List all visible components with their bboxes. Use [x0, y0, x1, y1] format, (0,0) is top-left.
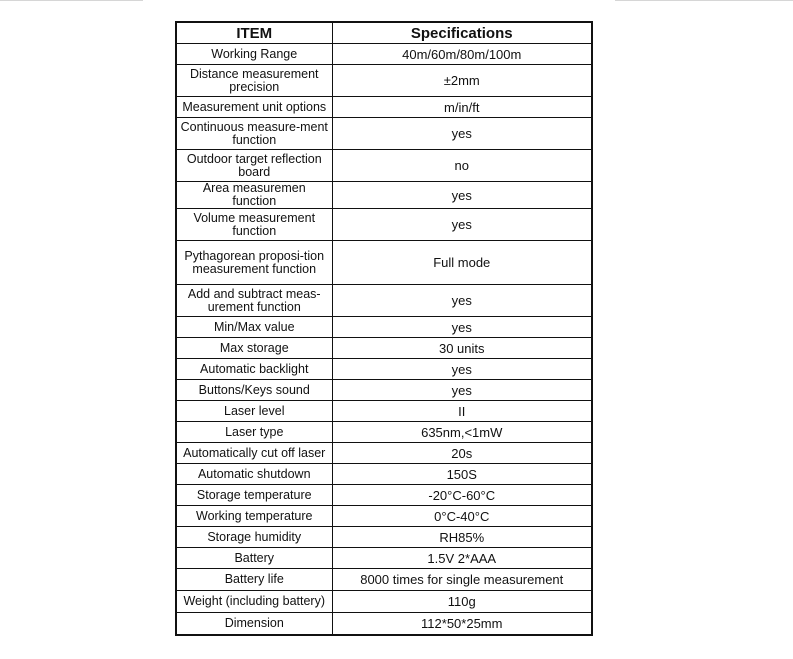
row-value: no — [332, 150, 592, 182]
table-row — [176, 209, 592, 241]
table-row — [176, 506, 592, 527]
row-value: 0°C-40°C — [332, 506, 592, 527]
table-row — [176, 241, 592, 285]
table-row — [176, 317, 592, 338]
row-value: 112*50*25mm — [332, 613, 592, 635]
row-value: yes — [332, 285, 592, 317]
row-item: Automatic shutdown — [176, 464, 332, 485]
table-row — [176, 591, 592, 613]
row-value: Full mode — [332, 241, 592, 285]
row-item: Laser level — [176, 401, 332, 422]
row-value: yes — [332, 380, 592, 401]
row-item: Pythagorean proposi-tion measurement function — [176, 241, 332, 285]
row-value: ±2mm — [332, 65, 592, 97]
row-item: Min/Max value — [176, 317, 332, 338]
row-item: Battery life — [176, 569, 332, 591]
specifications-table — [175, 21, 593, 636]
row-item: Add and subtract meas-urement function — [176, 285, 332, 317]
row-value: 1.5V 2*AAA — [332, 548, 592, 569]
row-item: Working temperature — [176, 506, 332, 527]
row-item: Dimension — [176, 613, 332, 635]
header-specifications: Specifications — [332, 22, 592, 44]
table-row — [176, 97, 592, 118]
header-item: ITEM — [176, 22, 332, 44]
top-divider-right — [615, 0, 793, 1]
row-item: Laser type — [176, 422, 332, 443]
table-row — [176, 485, 592, 506]
table-row — [176, 285, 592, 317]
table-row — [176, 569, 592, 591]
row-value: -20°C-60°C — [332, 485, 592, 506]
row-item: Storage temperature — [176, 485, 332, 506]
table-row — [176, 401, 592, 422]
top-divider-left — [0, 0, 143, 1]
row-item: Max storage — [176, 338, 332, 359]
table-row — [176, 359, 592, 380]
row-item: Working Range — [176, 44, 332, 65]
table-row — [176, 380, 592, 401]
row-item: Volume measurement function — [176, 209, 332, 241]
table-row — [176, 422, 592, 443]
table-row — [176, 527, 592, 548]
row-item: Weight (including battery) — [176, 591, 332, 613]
row-value: II — [332, 401, 592, 422]
table-row — [176, 44, 592, 65]
row-item: Continuous measure-ment function — [176, 118, 332, 150]
row-value: yes — [332, 209, 592, 241]
row-value: 30 units — [332, 338, 592, 359]
row-value: 40m/60m/80m/100m — [332, 44, 592, 65]
row-item: Automatic backlight — [176, 359, 332, 380]
row-value: 635nm,<1mW — [332, 422, 592, 443]
table-row — [176, 613, 592, 635]
row-item: Outdoor target reflection board — [176, 150, 332, 182]
row-value: RH85% — [332, 527, 592, 548]
row-value: yes — [332, 182, 592, 209]
row-value: yes — [332, 317, 592, 338]
table-row — [176, 150, 592, 182]
row-value: yes — [332, 118, 592, 150]
row-value: 20s — [332, 443, 592, 464]
row-value: yes — [332, 359, 592, 380]
table-row — [176, 548, 592, 569]
row-item: Distance measurement precision — [176, 65, 332, 97]
table-header-row — [176, 22, 592, 44]
row-value: 150S — [332, 464, 592, 485]
table-row — [176, 65, 592, 97]
row-item: Measurement unit options — [176, 97, 332, 118]
table-row — [176, 118, 592, 150]
row-item: Storage humidity — [176, 527, 332, 548]
row-item: Battery — [176, 548, 332, 569]
row-value: m/in/ft — [332, 97, 592, 118]
table-row — [176, 182, 592, 209]
row-value: 8000 times for single measurement — [332, 569, 592, 591]
table-row — [176, 338, 592, 359]
row-item: Buttons/Keys sound — [176, 380, 332, 401]
row-item: Area measuremen function — [176, 182, 332, 209]
row-value: 110g — [332, 591, 592, 613]
table-row — [176, 464, 592, 485]
table-row — [176, 443, 592, 464]
row-item: Automatically cut off laser — [176, 443, 332, 464]
